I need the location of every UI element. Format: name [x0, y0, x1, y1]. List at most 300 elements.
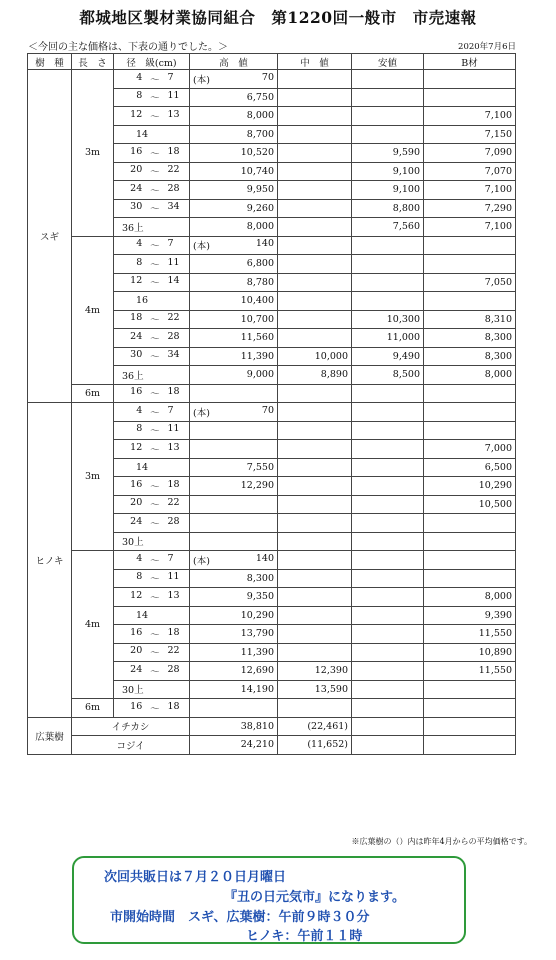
b-grade-cell: 7,050 [424, 273, 516, 292]
low-price-cell: 10,300 [352, 310, 424, 329]
high-price-cell [190, 495, 278, 514]
diameter-cell: 14 [114, 606, 190, 625]
mid-price-cell: 13,590 [278, 680, 352, 699]
low-price-cell [352, 699, 424, 718]
diameter-part: 11 [167, 90, 180, 102]
notice-event-name: 『丑の日元気市』になります。 [224, 890, 405, 905]
table-row [28, 736, 516, 755]
mid-price-cell [278, 421, 352, 440]
high-price-cell: 11,560 [190, 329, 278, 348]
diameter-part: ～ [150, 111, 160, 123]
high-price-cell: 38,810 [190, 717, 278, 736]
diameter-part: 24 [130, 182, 143, 194]
header-species: 樹 種 [28, 54, 72, 70]
diameter-part: 11 [167, 423, 180, 435]
mid-price-cell [278, 643, 352, 662]
diameter-cell: 14 [114, 125, 190, 144]
table-row [28, 70, 516, 89]
b-grade-cell [424, 717, 516, 736]
diameter-part: 8 [136, 571, 143, 583]
header-mid-price: 中 値 [278, 54, 352, 70]
footnote: ※広葉樹の（）内は昨年4月からの平均価格です。 [351, 837, 532, 846]
diameter-cell [114, 347, 190, 366]
diameter-cell [114, 551, 190, 570]
high-price-cell [190, 236, 278, 255]
header-diameter: 径 級(cm) [114, 54, 190, 70]
diameter-part: ～ [150, 666, 160, 678]
table-row [28, 717, 516, 736]
diameter-part: ～ [150, 648, 160, 660]
diameter-part: ～ [150, 592, 160, 604]
low-price-cell [352, 532, 424, 551]
mid-price-cell [278, 495, 352, 514]
diameter-part: 4 [136, 71, 143, 83]
low-price-cell [352, 458, 424, 477]
diameter-part: 28 [167, 330, 180, 342]
diameter-part: ～ [150, 74, 160, 86]
mid-price-cell [278, 588, 352, 607]
high-price-cell: 13,790 [190, 625, 278, 644]
mid-price-cell [278, 70, 352, 89]
diameter-cell [114, 588, 190, 607]
diameter-part: 28 [167, 515, 180, 527]
table-row [28, 236, 516, 255]
b-grade-cell: 11,550 [424, 625, 516, 644]
mid-price-cell: 10,000 [278, 347, 352, 366]
low-price-cell [352, 70, 424, 89]
b-grade-cell [424, 680, 516, 699]
mid-price-cell [278, 699, 352, 718]
b-grade-cell: 7,090 [424, 144, 516, 163]
header-low-price: 安値 [352, 54, 424, 70]
b-grade-cell [424, 551, 516, 570]
b-grade-cell [424, 699, 516, 718]
page-title: 都城地区製材業協同組合 第1220回一般市 市売速報 [79, 8, 477, 27]
diameter-part: ～ [150, 204, 160, 216]
high-price-cell: 10,740 [190, 162, 278, 181]
low-price-cell [352, 440, 424, 459]
b-grade-cell: 10,890 [424, 643, 516, 662]
b-grade-cell: 8,000 [424, 588, 516, 607]
b-grade-cell [424, 514, 516, 533]
diameter-part: 18 [167, 478, 180, 490]
b-grade-cell: 8,300 [424, 347, 516, 366]
high-price-cell [190, 551, 278, 570]
diameter-part: ～ [150, 574, 160, 586]
diameter-part: ～ [150, 167, 160, 179]
diameter-part: ～ [150, 500, 160, 512]
low-price-cell [352, 88, 424, 107]
diameter-part: 22 [167, 164, 180, 176]
b-grade-cell [424, 70, 516, 89]
diameter-part: 11 [167, 256, 180, 268]
diameter-part: 30 [130, 349, 143, 361]
diameter-part: ～ [150, 333, 160, 345]
notice-hinoki-time: ヒノキ：午前１１時 [246, 929, 363, 944]
diameter-part: ～ [150, 629, 160, 641]
diameter-part: 12 [130, 108, 143, 120]
low-price-cell: 8,500 [352, 366, 424, 385]
diameter-part: 14 [167, 275, 180, 287]
high-price-cell: 24,210 [190, 736, 278, 755]
diameter-cell [114, 477, 190, 496]
diameter-part: 11 [167, 571, 180, 583]
diameter-part: ～ [150, 407, 160, 419]
diameter-cell [114, 144, 190, 163]
diameter-cell [114, 329, 190, 348]
high-price-cell: 12,690 [190, 662, 278, 681]
high-price-cell: 9,350 [190, 588, 278, 607]
high-price-cell: 9,950 [190, 181, 278, 200]
low-price-cell [352, 495, 424, 514]
species-cell: ヒノキ [28, 403, 72, 718]
high-price-cell [190, 403, 278, 422]
diameter-cell [114, 421, 190, 440]
low-price-cell [352, 421, 424, 440]
low-price-cell [352, 403, 424, 422]
diameter-part: 7 [167, 238, 174, 250]
high-price-cell: 10,400 [190, 292, 278, 311]
report-date: 2020年7月6日 [458, 42, 516, 52]
diameter-cell [114, 199, 190, 218]
diameter-part: ～ [150, 185, 160, 197]
header-high-price: 高 値 [190, 54, 278, 70]
diameter-part: ～ [150, 518, 160, 530]
low-price-cell [352, 625, 424, 644]
length-cell: 6m [72, 699, 114, 718]
notice-start-time: 市開始時間 スギ、広葉樹：午前９時３０分 [110, 910, 370, 925]
mid-price-cell [278, 532, 352, 551]
length-cell: 4m [72, 236, 114, 384]
b-grade-cell [424, 736, 516, 755]
low-price-cell [352, 107, 424, 126]
b-grade-cell [424, 403, 516, 422]
unit-marker: (本) [193, 241, 210, 253]
diameter-cell: 30上 [114, 680, 190, 699]
low-price-cell [352, 680, 424, 699]
diameter-part: 28 [167, 182, 180, 194]
high-price-cell: 10,700 [190, 310, 278, 329]
subtitle: ＜今回の主な価格は、下表の通りでした。＞ [28, 42, 228, 53]
high-price-cell: 8,780 [190, 273, 278, 292]
table-row [28, 551, 516, 570]
diameter-cell [114, 440, 190, 459]
high-price-cell: 14,190 [190, 680, 278, 699]
b-grade-cell [424, 236, 516, 255]
high-price-cell: 12,290 [190, 477, 278, 496]
diameter-cell [114, 699, 190, 718]
b-grade-cell: 6,500 [424, 458, 516, 477]
low-price-cell [352, 255, 424, 274]
diameter-part: 24 [130, 515, 143, 527]
b-grade-cell: 11,550 [424, 662, 516, 681]
high-price-cell [190, 421, 278, 440]
mid-price-cell [278, 199, 352, 218]
mid-price-cell: (11,652) [278, 736, 352, 755]
diameter-cell [114, 495, 190, 514]
diameter-cell [114, 643, 190, 662]
species-cell: 広葉樹 [28, 717, 72, 754]
low-price-cell: 8,800 [352, 199, 424, 218]
b-grade-cell [424, 292, 516, 311]
length-cell: 6m [72, 384, 114, 403]
diameter-part: 24 [130, 330, 143, 342]
diameter-part: 18 [167, 700, 180, 712]
diameter-part: 8 [136, 256, 143, 268]
mid-price-cell [278, 273, 352, 292]
high-price-cell [190, 70, 278, 89]
high-price-cell: 7,550 [190, 458, 278, 477]
high-price-cell [190, 384, 278, 403]
high-price-cell: 10,290 [190, 606, 278, 625]
high-price-cell [190, 699, 278, 718]
diameter-part: 22 [167, 312, 180, 324]
notice-next-date: 次回共販日は７月２０日月曜日 [104, 870, 287, 885]
low-price-cell [352, 273, 424, 292]
mid-price-cell [278, 458, 352, 477]
mid-price-cell [278, 181, 352, 200]
mid-price-cell [278, 218, 352, 237]
diameter-part: 34 [167, 201, 180, 213]
length-cell: 3m [72, 403, 114, 551]
low-price-cell [352, 736, 424, 755]
high-price-value: 140 [255, 552, 274, 564]
low-price-cell [352, 514, 424, 533]
high-price-cell: 8,000 [190, 107, 278, 126]
mid-price-cell [278, 569, 352, 588]
diameter-part: 22 [167, 645, 180, 657]
b-grade-cell: 9,390 [424, 606, 516, 625]
mid-price-cell: (22,461) [278, 717, 352, 736]
high-price-value: 140 [255, 238, 274, 250]
diameter-cell [114, 403, 190, 422]
mid-price-cell [278, 255, 352, 274]
b-grade-cell: 7,150 [424, 125, 516, 144]
diameter-cell [114, 70, 190, 89]
diameter-part: 24 [130, 663, 143, 675]
diameter-part: ～ [150, 148, 160, 160]
high-price-cell: 9,000 [190, 366, 278, 385]
diameter-part: 7 [167, 552, 174, 564]
diameter-part: 12 [130, 589, 143, 601]
diameter-cell [114, 88, 190, 107]
diameter-cell: 16 [114, 292, 190, 311]
diameter-cell [114, 384, 190, 403]
low-price-cell [352, 125, 424, 144]
diameter-part: ～ [150, 352, 160, 364]
unit-marker: (本) [193, 74, 210, 86]
diameter-part: ～ [150, 703, 160, 715]
diameter-part: 16 [130, 386, 143, 398]
notice-box [72, 856, 466, 944]
unit-marker: (本) [193, 555, 210, 567]
diameter-part: 7 [167, 404, 174, 416]
b-grade-cell: 7,100 [424, 218, 516, 237]
diameter-part: ～ [150, 241, 160, 253]
high-price-cell: 6,800 [190, 255, 278, 274]
table-row [28, 403, 516, 422]
mid-price-cell [278, 88, 352, 107]
diameter-cell [114, 514, 190, 533]
unit-marker: (本) [193, 407, 210, 419]
diameter-part: ～ [150, 555, 160, 567]
low-price-cell: 7,560 [352, 218, 424, 237]
b-grade-cell [424, 255, 516, 274]
diameter-part: ～ [150, 389, 160, 401]
low-price-cell [352, 606, 424, 625]
high-price-cell [190, 532, 278, 551]
b-grade-cell [424, 569, 516, 588]
b-grade-cell: 10,500 [424, 495, 516, 514]
mid-price-cell [278, 384, 352, 403]
high-price-value: 70 [261, 404, 274, 416]
mid-price-cell [278, 310, 352, 329]
table-header-row [28, 54, 516, 70]
diameter-part: 18 [167, 145, 180, 157]
diameter-part: 16 [130, 700, 143, 712]
diameter-part: 18 [167, 386, 180, 398]
b-grade-cell: 8,300 [424, 329, 516, 348]
mid-price-cell [278, 403, 352, 422]
diameter-cell: 36上 [114, 218, 190, 237]
diameter-part: 7 [167, 71, 174, 83]
b-grade-cell: 10,290 [424, 477, 516, 496]
table-row [28, 384, 516, 403]
table-row [28, 699, 516, 718]
diameter-cell: 30上 [114, 532, 190, 551]
low-price-cell [352, 643, 424, 662]
diameter-part: 20 [130, 164, 143, 176]
mid-price-cell [278, 107, 352, 126]
mid-price-cell [278, 292, 352, 311]
diameter-part: 28 [167, 663, 180, 675]
b-grade-cell: 7,100 [424, 107, 516, 126]
length-cell: 3m [72, 70, 114, 237]
diameter-part: ～ [150, 93, 160, 105]
diameter-part: 20 [130, 645, 143, 657]
mid-price-cell [278, 625, 352, 644]
diameter-cell [114, 625, 190, 644]
diameter-part: 16 [130, 626, 143, 638]
b-grade-cell [424, 384, 516, 403]
b-grade-cell: 8,000 [424, 366, 516, 385]
species-cell: スギ [28, 70, 72, 403]
low-price-cell [352, 477, 424, 496]
diameter-part: 8 [136, 90, 143, 102]
high-price-cell: 10,520 [190, 144, 278, 163]
diameter-cell [114, 569, 190, 588]
diameter-cell: 36上 [114, 366, 190, 385]
low-price-cell: 9,490 [352, 347, 424, 366]
mid-price-cell [278, 606, 352, 625]
diameter-part: 12 [130, 275, 143, 287]
diameter-part: ～ [150, 278, 160, 290]
low-price-cell [352, 569, 424, 588]
mid-price-cell: 12,390 [278, 662, 352, 681]
diameter-cell [114, 662, 190, 681]
diameter-part: 16 [130, 478, 143, 490]
diameter-cell: 14 [114, 458, 190, 477]
diameter-part: 13 [167, 441, 180, 453]
mid-price-cell [278, 440, 352, 459]
high-price-cell: 8,700 [190, 125, 278, 144]
diameter-part: 13 [167, 108, 180, 120]
high-price-cell [190, 440, 278, 459]
length-cell: 4m [72, 551, 114, 699]
high-price-value: 70 [261, 71, 274, 83]
low-price-cell [352, 292, 424, 311]
price-table [27, 53, 516, 755]
low-price-cell: 9,100 [352, 181, 424, 200]
mid-price-cell [278, 144, 352, 163]
diameter-cell [114, 310, 190, 329]
diameter-part: 18 [167, 626, 180, 638]
mid-price-cell [278, 551, 352, 570]
low-price-cell [352, 588, 424, 607]
b-grade-cell: 7,000 [424, 440, 516, 459]
low-price-cell [352, 551, 424, 570]
high-price-cell: 11,390 [190, 347, 278, 366]
diameter-part: ～ [150, 315, 160, 327]
header-b-grade: B材 [424, 54, 516, 70]
high-price-cell: 8,000 [190, 218, 278, 237]
header-length: 長 さ [72, 54, 114, 70]
b-grade-cell [424, 532, 516, 551]
species-name-cell: イチカシ [72, 717, 190, 736]
mid-price-cell [278, 514, 352, 533]
high-price-cell [190, 514, 278, 533]
diameter-part: 4 [136, 238, 143, 250]
diameter-part: ～ [150, 481, 160, 493]
diameter-part: 4 [136, 552, 143, 564]
high-price-cell: 9,260 [190, 199, 278, 218]
b-grade-cell: 7,070 [424, 162, 516, 181]
diameter-part: 30 [130, 201, 143, 213]
diameter-cell [114, 107, 190, 126]
diameter-part: 20 [130, 497, 143, 509]
diameter-part: 13 [167, 589, 180, 601]
b-grade-cell: 7,290 [424, 199, 516, 218]
diameter-part: 22 [167, 497, 180, 509]
diameter-part: 16 [130, 145, 143, 157]
diameter-part: ～ [150, 444, 160, 456]
mid-price-cell [278, 329, 352, 348]
species-name-cell: コジイ [72, 736, 190, 755]
diameter-part: 12 [130, 441, 143, 453]
diameter-cell [114, 236, 190, 255]
diameter-part: 8 [136, 423, 143, 435]
diameter-part: 18 [130, 312, 143, 324]
diameter-cell [114, 255, 190, 274]
b-grade-cell [424, 421, 516, 440]
low-price-cell [352, 384, 424, 403]
low-price-cell: 11,000 [352, 329, 424, 348]
diameter-part: 34 [167, 349, 180, 361]
low-price-cell: 9,590 [352, 144, 424, 163]
mid-price-cell [278, 125, 352, 144]
high-price-cell: 8,300 [190, 569, 278, 588]
diameter-part: ～ [150, 259, 160, 271]
mid-price-cell [278, 477, 352, 496]
diameter-cell [114, 162, 190, 181]
low-price-cell [352, 662, 424, 681]
low-price-cell [352, 717, 424, 736]
b-grade-cell [424, 88, 516, 107]
high-price-cell: 6,750 [190, 88, 278, 107]
mid-price-cell: 8,890 [278, 366, 352, 385]
mid-price-cell [278, 162, 352, 181]
low-price-cell: 9,100 [352, 162, 424, 181]
